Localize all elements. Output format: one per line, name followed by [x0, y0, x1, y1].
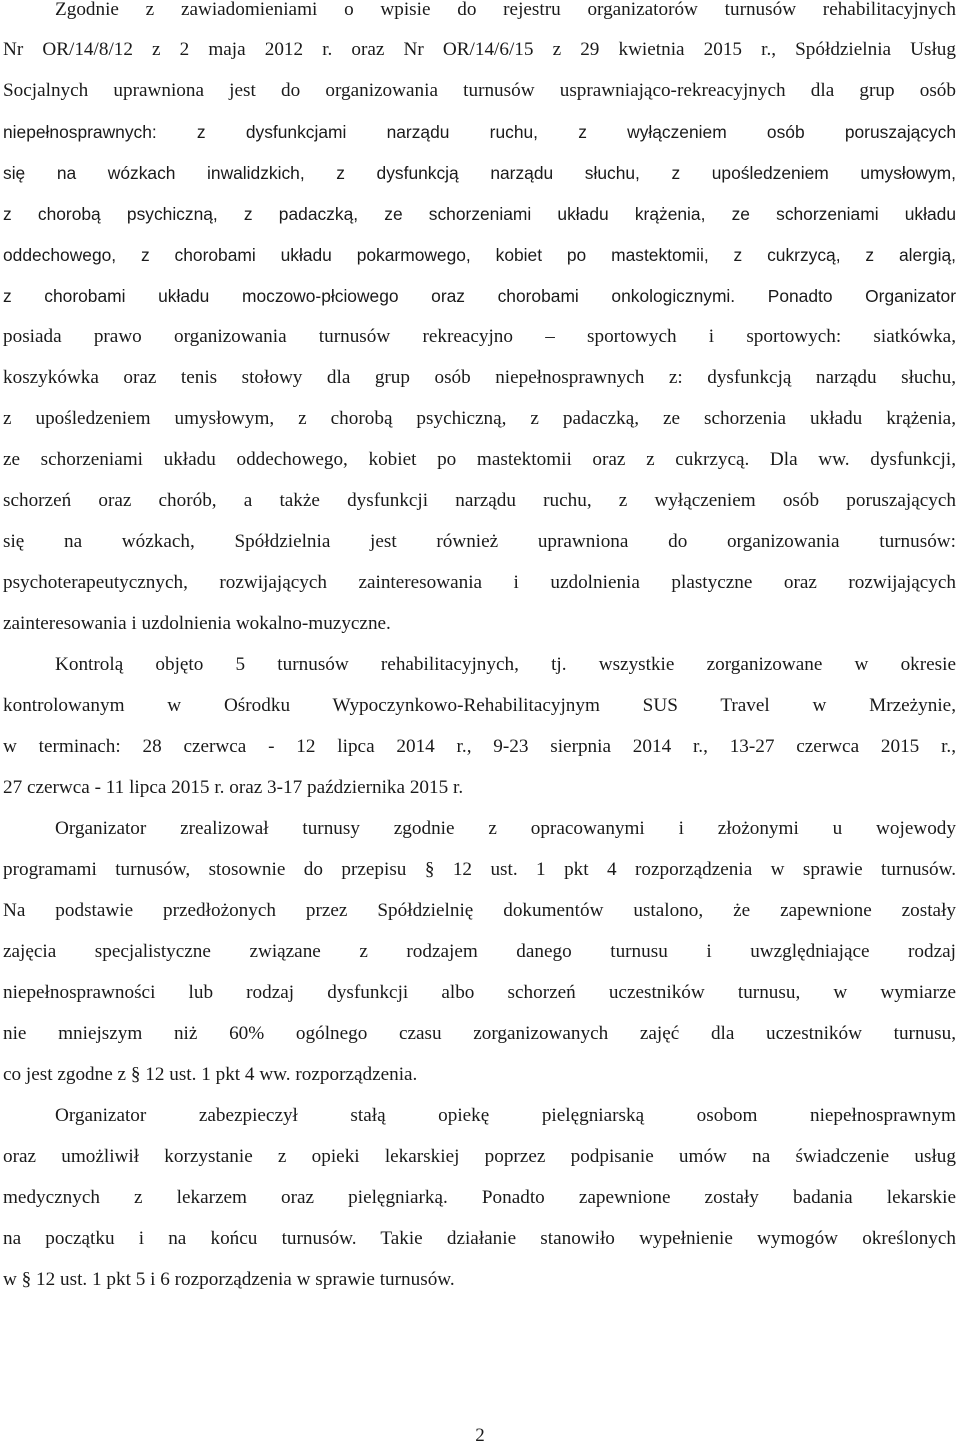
text-line: w § 12 ust. 1 pkt 5 i 6 rozporządzenia w sprawie turnusów. [3, 1269, 455, 1290]
text-line: Organizator zabezpieczył stałą opiekę pielęgniarską osobom niepełnosprawnym [55, 1105, 956, 1126]
text-line: z upośledzeniem umysłowym, z chorobą psychiczną, z padaczką, ze schorzenia układu krążenia, [3, 408, 956, 429]
text-line: w terminach: 28 czerwca - 12 lipca 2014 r., 9-23 sierpnia 2014 r., 13-27 czerwca 2015 r., [3, 736, 956, 757]
text-line: niepełnosprawnych: z dysfunkcjami narządu ruchu, z wyłączeniem osób poruszających [3, 122, 956, 142]
text-line: Zgodnie z zawiadomieniami o wpisie do rejestru organizatorów turnusów rehabilitacyjnych [55, 0, 956, 20]
text-line: psychoterapeutycznych, rozwijających zainteresowania i uzdolnienia plastyczne oraz rozwijających [3, 572, 956, 593]
text-line: 27 czerwca - 11 lipca 2015 r. oraz 3-17 października 2015 r. [3, 777, 464, 798]
text-line: z chorobami układu moczowo-płciowego oraz chorobami onkologicznymi. Ponadto Organizator [3, 286, 956, 306]
text-line: posiada prawo organizowania turnusów rekreacyjno – sportowych i sportowych: siatkówka, [3, 326, 956, 347]
text-line: programami turnusów, stosownie do przepisu § 12 ust. 1 pkt 4 rozporządzenia w sprawie turnusów. [3, 859, 956, 880]
text-line: Organizator zrealizował turnusy zgodnie z opracowanymi i złożonymi u wojewody [55, 818, 956, 839]
text-line: koszykówka oraz tenis stołowy dla grup osób niepełnosprawnych z: dysfunkcją narządu słuchu, [3, 367, 956, 388]
page-number: 2 [475, 1425, 485, 1446]
text-line: Socjalnych uprawniona jest do organizowania turnusów usprawniająco-rekreacyjnych dla grup osób [3, 80, 956, 101]
text-line: się na wózkach, Spółdzielnia jest również uprawniona do organizowania turnusów: [3, 531, 956, 552]
text-line: Nr OR/14/8/12 z 2 maja 2012 r. oraz Nr OR/14/6/15 z 29 kwietnia 2015 r., Spółdzielnia Usług [3, 39, 956, 60]
text-line: na początku i na końcu turnusów. Takie działanie stanowiło wypełnienie wymogów określonych [3, 1228, 956, 1249]
text-line: z chorobą psychiczną, z padaczką, ze schorzeniami układu krążenia, ze schorzeniami układu [3, 204, 956, 224]
text-line: schorzeń oraz chorób, a także dysfunkcji narządu ruchu, z wyłączeniem osób poruszających [3, 490, 956, 511]
text-line: niepełnosprawności lub rodzaj dysfunkcji albo schorzeń uczestników turnusu, w wymiarze [3, 982, 956, 1003]
text-line: co jest zgodne z § 12 ust. 1 pkt 4 ww. rozporządzenia. [3, 1064, 418, 1085]
text-line: oddechowego, z chorobami układu pokarmowego, kobiet po mastektomii, z cukrzycą, z alergią, [3, 245, 956, 265]
text-line: medycznych z lekarzem oraz pielęgniarką. Ponadto zapewnione zostały badania lekarskie [3, 1187, 956, 1208]
text-line: się na wózkach inwalidzkich, z dysfunkcją narządu słuchu, z upośledzeniem umysłowym, [3, 163, 956, 183]
text-line: Na podstawie przedłożonych przez Spółdzielnię dokumentów ustalono, że zapewnione zostały [3, 900, 956, 921]
text-line: ze schorzeniami układu oddechowego, kobiet po mastektomii oraz z cukrzycą. Dla ww. dysfunkcji, [3, 449, 956, 470]
text-line: nie mniejszym niż 60% ogólnego czasu zorganizowanych zajęć dla uczestników turnusu, [3, 1023, 956, 1044]
text-line: zajęcia specjalistyczne związane z rodzajem danego turnusu i uwzględniające rodzaj [3, 941, 956, 962]
text-line: oraz umożliwił korzystanie z opieki lekarskiej poprzez podpisanie umów na świadczenie usług [3, 1146, 956, 1167]
text-line: kontrolowanym w Ośrodku Wypoczynkowo-Rehabilitacyjnym SUS Travel w Mrzeżynie, [3, 695, 956, 716]
text-line: Kontrolą objęto 5 turnusów rehabilitacyjnych, tj. wszystkie zorganizowane w okresie [55, 654, 956, 675]
text-line: zainteresowania i uzdolnienia wokalno-muzyczne. [3, 613, 391, 634]
